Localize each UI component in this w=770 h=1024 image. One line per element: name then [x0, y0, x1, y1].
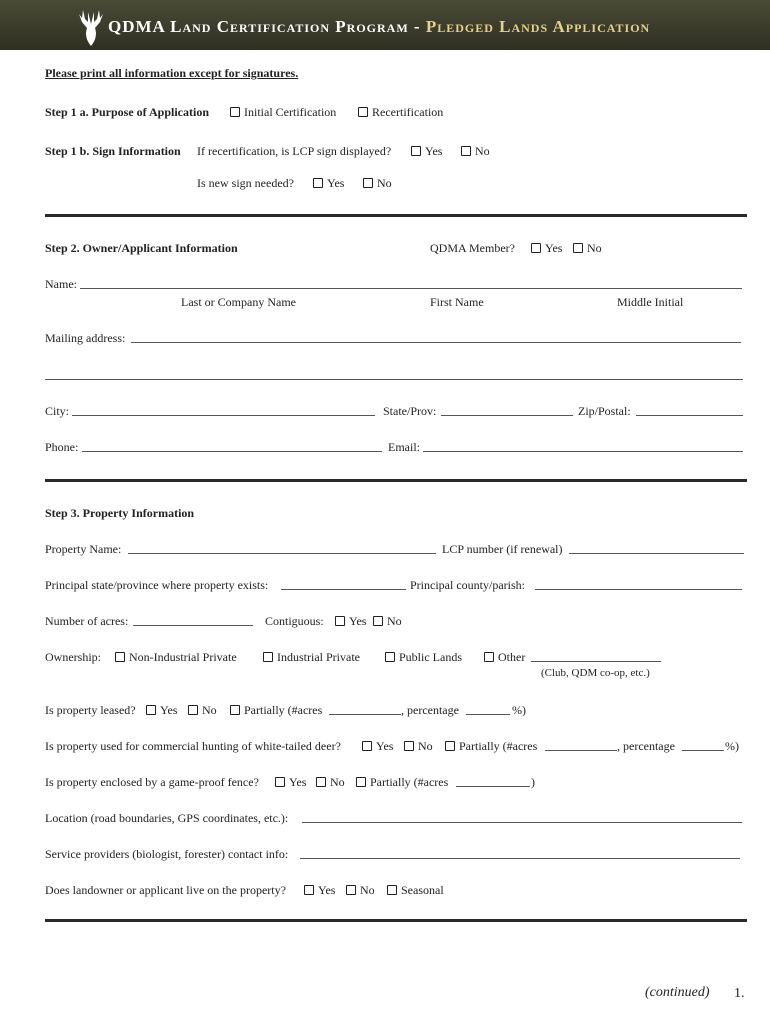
fence-partially[interactable]: Partially (#acres	[356, 775, 448, 790]
step1b-label: Step 1 b. Sign Information	[45, 144, 181, 158]
page-number: 1.	[734, 986, 745, 1001]
checkbox-initial-certification[interactable]	[230, 107, 240, 117]
commercial-acres-field[interactable]	[545, 739, 617, 751]
contiguous-no[interactable]: No	[373, 614, 402, 629]
step3-label: Step 3. Property Information	[45, 506, 195, 520]
ownership-other[interactable]: Other	[484, 650, 525, 665]
mailing-label: Mailing address:	[45, 331, 126, 345]
acres-label: Number of acres:	[45, 614, 129, 628]
leased-partially[interactable]: Partially (#acres	[230, 703, 322, 718]
commercial-yes[interactable]: Yes	[362, 739, 393, 754]
live-question: Does landowner or applicant live on the property?	[45, 883, 286, 897]
commercial-pct-close: %)	[725, 739, 739, 753]
checkbox-leased-no[interactable]	[188, 705, 198, 715]
fence-question: Is property enclosed by a game-proof fence?	[45, 775, 259, 789]
step1a-initial[interactable]: Initial Certification	[230, 105, 336, 120]
other-note: (Club, QDM co-op, etc.)	[541, 667, 650, 679]
contiguous-yes[interactable]: Yes	[335, 614, 366, 629]
leased-question: Is property leased?	[45, 703, 136, 717]
checkbox-industrial-private[interactable]	[263, 652, 273, 662]
name-field-label: Name:	[45, 277, 77, 291]
ownership-label: Ownership:	[45, 650, 101, 664]
commercial-no[interactable]: No	[404, 739, 433, 754]
step1a-row	[45, 105, 209, 120]
checkbox-leased-yes[interactable]	[146, 705, 156, 715]
leased-yes[interactable]: Yes	[146, 703, 177, 718]
location-label: Location (road boundaries, GPS coordinates, etc.):	[45, 811, 289, 825]
email-label: Email:	[388, 440, 420, 454]
sub-last-name: Last or Company Name	[181, 295, 296, 309]
checkbox-fence-partially[interactable]	[356, 777, 366, 787]
property-name-field[interactable]	[128, 542, 436, 554]
checkbox-new-sign-no[interactable]	[363, 178, 373, 188]
fence-yes[interactable]: Yes	[275, 775, 306, 790]
step1b-q1-no[interactable]: No	[461, 144, 490, 159]
checkbox-commercial-partially[interactable]	[445, 741, 455, 751]
section-divider	[45, 919, 747, 922]
ownership-industrial[interactable]: Industrial Private	[263, 650, 360, 665]
step1b-q2-no[interactable]: No	[363, 176, 392, 191]
checkbox-fence-yes[interactable]	[275, 777, 285, 787]
checkbox-member-no[interactable]	[573, 243, 583, 253]
member-no[interactable]: No	[573, 241, 602, 256]
sub-middle-initial: Middle Initial	[617, 295, 684, 309]
mailing-field-line2[interactable]	[45, 368, 743, 380]
service-label: Service providers (biologist, forester) contact info:	[45, 847, 289, 861]
step1b-q2-yes[interactable]: Yes	[313, 176, 344, 191]
property-name-label: Property Name:	[45, 542, 122, 556]
checkbox-commercial-yes[interactable]	[362, 741, 372, 751]
lcp-number-field[interactable]	[569, 542, 744, 554]
name-field[interactable]	[80, 277, 742, 289]
ownership-nonindustrial[interactable]: Non-Industrial Private	[115, 650, 237, 665]
instructions: Please print all information except for signatures.	[45, 66, 299, 80]
commercial-question: Is property used for commercial hunting of white-tailed deer?	[45, 739, 341, 753]
step1b-q1-yes[interactable]: Yes	[411, 144, 442, 159]
mailing-field[interactable]	[131, 331, 741, 343]
live-seasonal[interactable]: Seasonal	[387, 883, 444, 898]
header-banner	[0, 0, 770, 50]
qdma-member-question: QDMA Member?	[430, 241, 515, 255]
sub-first-name: First Name	[430, 295, 484, 309]
phone-label: Phone:	[45, 440, 79, 454]
checkbox-contiguous-no[interactable]	[373, 616, 383, 626]
checkbox-sign-displayed-no[interactable]	[461, 146, 471, 156]
section-divider	[45, 214, 747, 217]
commercial-partially[interactable]: Partially (#acres	[445, 739, 537, 754]
state-field[interactable]	[441, 404, 573, 416]
checkbox-recertification[interactable]	[358, 107, 368, 117]
phone-field[interactable]	[82, 440, 382, 452]
zip-field[interactable]	[636, 404, 743, 416]
fence-close-paren: )	[531, 775, 535, 789]
principal-state-field[interactable]	[281, 578, 406, 590]
principal-county-label: Principal county/parish:	[410, 578, 525, 592]
checkbox-fence-no[interactable]	[316, 777, 326, 787]
checkbox-other[interactable]	[484, 652, 494, 662]
contiguous-label: Contiguous:	[265, 614, 324, 628]
zip-label: Zip/Postal:	[578, 404, 631, 418]
leased-no[interactable]: No	[188, 703, 217, 718]
step1b-q2: Is new sign needed?	[197, 176, 294, 190]
commercial-percentage-label: , percentage	[617, 739, 675, 753]
ownership-public[interactable]: Public Lands	[385, 650, 462, 665]
live-no[interactable]: No	[346, 883, 375, 898]
fence-no[interactable]: No	[316, 775, 345, 790]
principal-county-field[interactable]	[535, 578, 742, 590]
commercial-percentage-field[interactable]	[682, 739, 724, 751]
principal-state-label: Principal state/province where property exists:	[45, 578, 269, 592]
leased-pct-close: %)	[512, 703, 526, 717]
checkbox-new-sign-yes[interactable]	[313, 178, 323, 188]
checkbox-live-no[interactable]	[346, 885, 356, 895]
live-yes[interactable]: Yes	[304, 883, 335, 898]
checkbox-member-yes[interactable]	[531, 243, 541, 253]
checkbox-live-yes[interactable]	[304, 885, 314, 895]
step1a-recert[interactable]: Recertification	[358, 105, 443, 120]
page-title: QDMA Land Certification Program - Pledged Lands Application	[108, 17, 651, 36]
member-yes[interactable]: Yes	[531, 241, 562, 256]
other-field[interactable]	[531, 650, 661, 662]
leased-percentage-field[interactable]	[466, 703, 510, 715]
deer-head-icon	[76, 6, 106, 46]
section-divider	[45, 479, 747, 482]
acres-field[interactable]	[133, 614, 253, 626]
city-label: City:	[45, 404, 70, 418]
checkbox-contiguous-yes[interactable]	[335, 616, 345, 626]
city-field[interactable]	[72, 404, 375, 416]
checkbox-leased-partially[interactable]	[230, 705, 240, 715]
step1b-q1: If recertification, is LCP sign displayed?	[197, 144, 392, 158]
state-label: State/Prov:	[383, 404, 437, 418]
service-field[interactable]	[300, 847, 740, 859]
leased-acres-field[interactable]	[329, 703, 401, 715]
leased-percentage-label: , percentage	[401, 703, 459, 717]
lcp-number-label: LCP number (if renewal)	[442, 542, 563, 556]
fence-acres-field[interactable]	[456, 775, 530, 787]
location-field[interactable]	[302, 811, 742, 823]
checkbox-non-industrial-private[interactable]	[115, 652, 125, 662]
step2-label: Step 2. Owner/Applicant Information	[45, 241, 238, 255]
step1a-label: Step 1 a. Purpose of Application	[45, 105, 210, 119]
email-field[interactable]	[423, 440, 743, 452]
checkbox-commercial-no[interactable]	[404, 741, 414, 751]
checkbox-sign-displayed-yes[interactable]	[411, 146, 421, 156]
checkbox-live-seasonal[interactable]	[387, 885, 397, 895]
checkbox-public-lands[interactable]	[385, 652, 395, 662]
continued-note: (continued)	[645, 985, 710, 1000]
